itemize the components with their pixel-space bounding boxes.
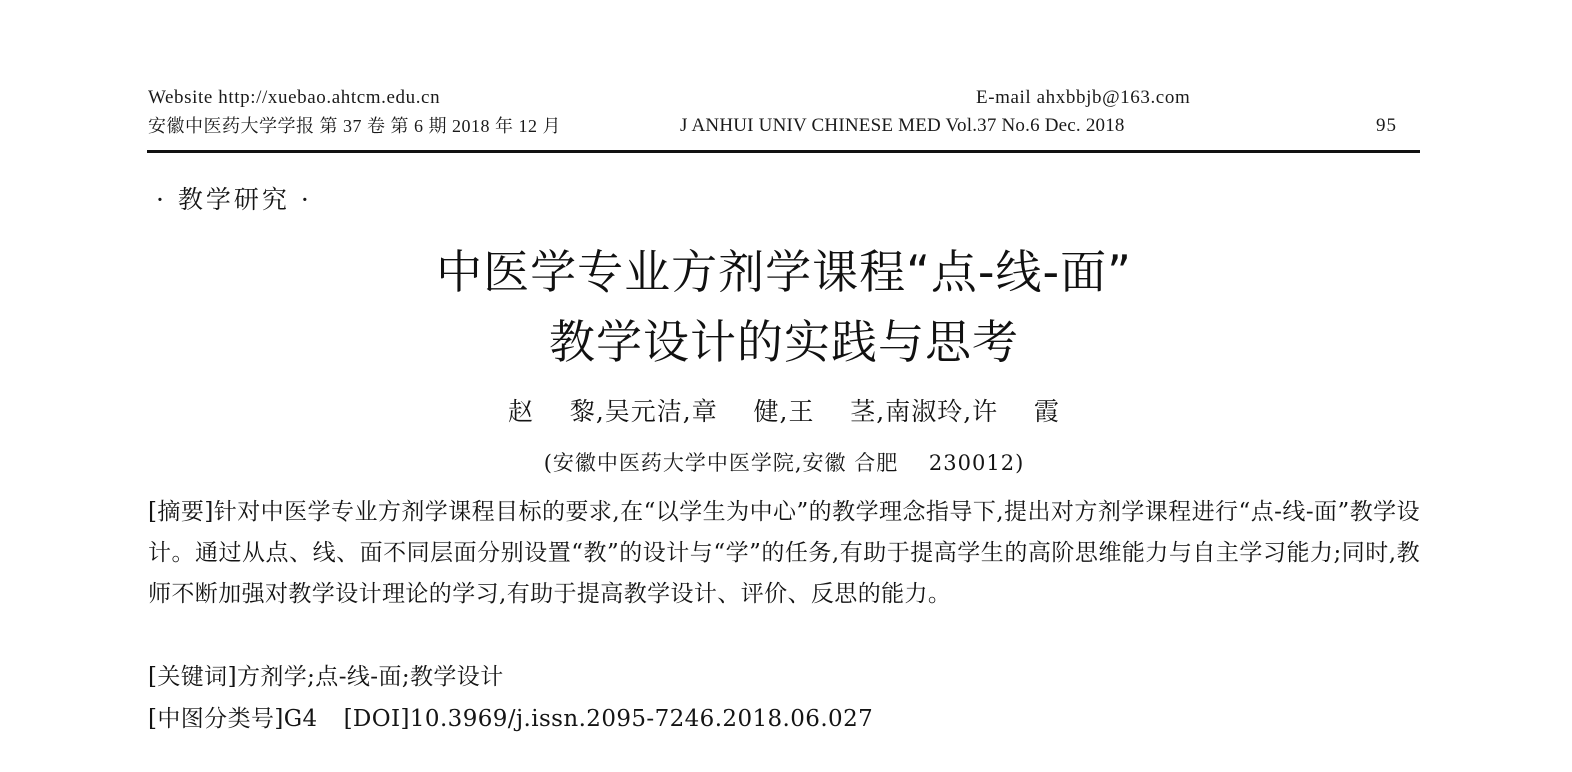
abstract xyxy=(148,492,1420,615)
header-journal-cn: 安徽中医药大学学报 第 37 卷 第 6 期 2018 年 12 月 xyxy=(148,116,561,136)
header-email[interactable]: E-mail ahxbbjb@163.com xyxy=(976,87,1191,108)
header-rule xyxy=(147,150,1420,153)
keywords-text: 方剂学;点-线-面;教学设计 xyxy=(236,664,504,690)
abstract-text: 针对中医学专业方剂学课程目标的要求,在“以学生为中心”的教学理念指导下,提出对方剂学课程进行“点-线-面”教学设计。通过从点、线、面不同层面分别设置“教”的设计与“学”的任务,有助于提高学生的高阶思维能力与自主学习能力;同时,教师不断加强对教学设计理论的学习,有助于提高教学设计、评价、反思的能力。 xyxy=(148,499,1421,607)
author-list: 赵 黎,吴元洁,章 健,王 茎,南淑玲,许 霞 xyxy=(508,397,1060,426)
doi-label: [DOI] xyxy=(343,706,410,732)
keywords xyxy=(148,660,1420,694)
article-title-line-1: 中医学专业方剂学课程“点-线-面” xyxy=(436,245,1132,299)
clc-label: [中图分类号] xyxy=(148,706,284,732)
page-number: 95 xyxy=(1376,115,1397,136)
section-label: · 教学研究 · xyxy=(156,185,312,214)
header-journal-en: J ANHUI UNIV CHINESE MED Vol.37 No.6 Dec. 2018 xyxy=(680,115,1125,136)
classification-line xyxy=(148,702,1420,736)
header-website[interactable]: Website http://xuebao.ahtcm.edu.cn xyxy=(148,87,441,108)
doi-value[interactable]: 10.3969/j.issn.2095-7246.2018.06.027 xyxy=(409,706,874,732)
keywords-label: [关键词] xyxy=(148,664,237,690)
clc-value: G4 xyxy=(283,706,318,732)
author-affiliation: (安徽中医药大学中医学院,安徽 合肥 230012) xyxy=(543,451,1025,475)
abstract-label: [摘要] xyxy=(148,499,214,525)
article-title-line-2: 教学设计的实践与思考 xyxy=(549,315,1019,369)
